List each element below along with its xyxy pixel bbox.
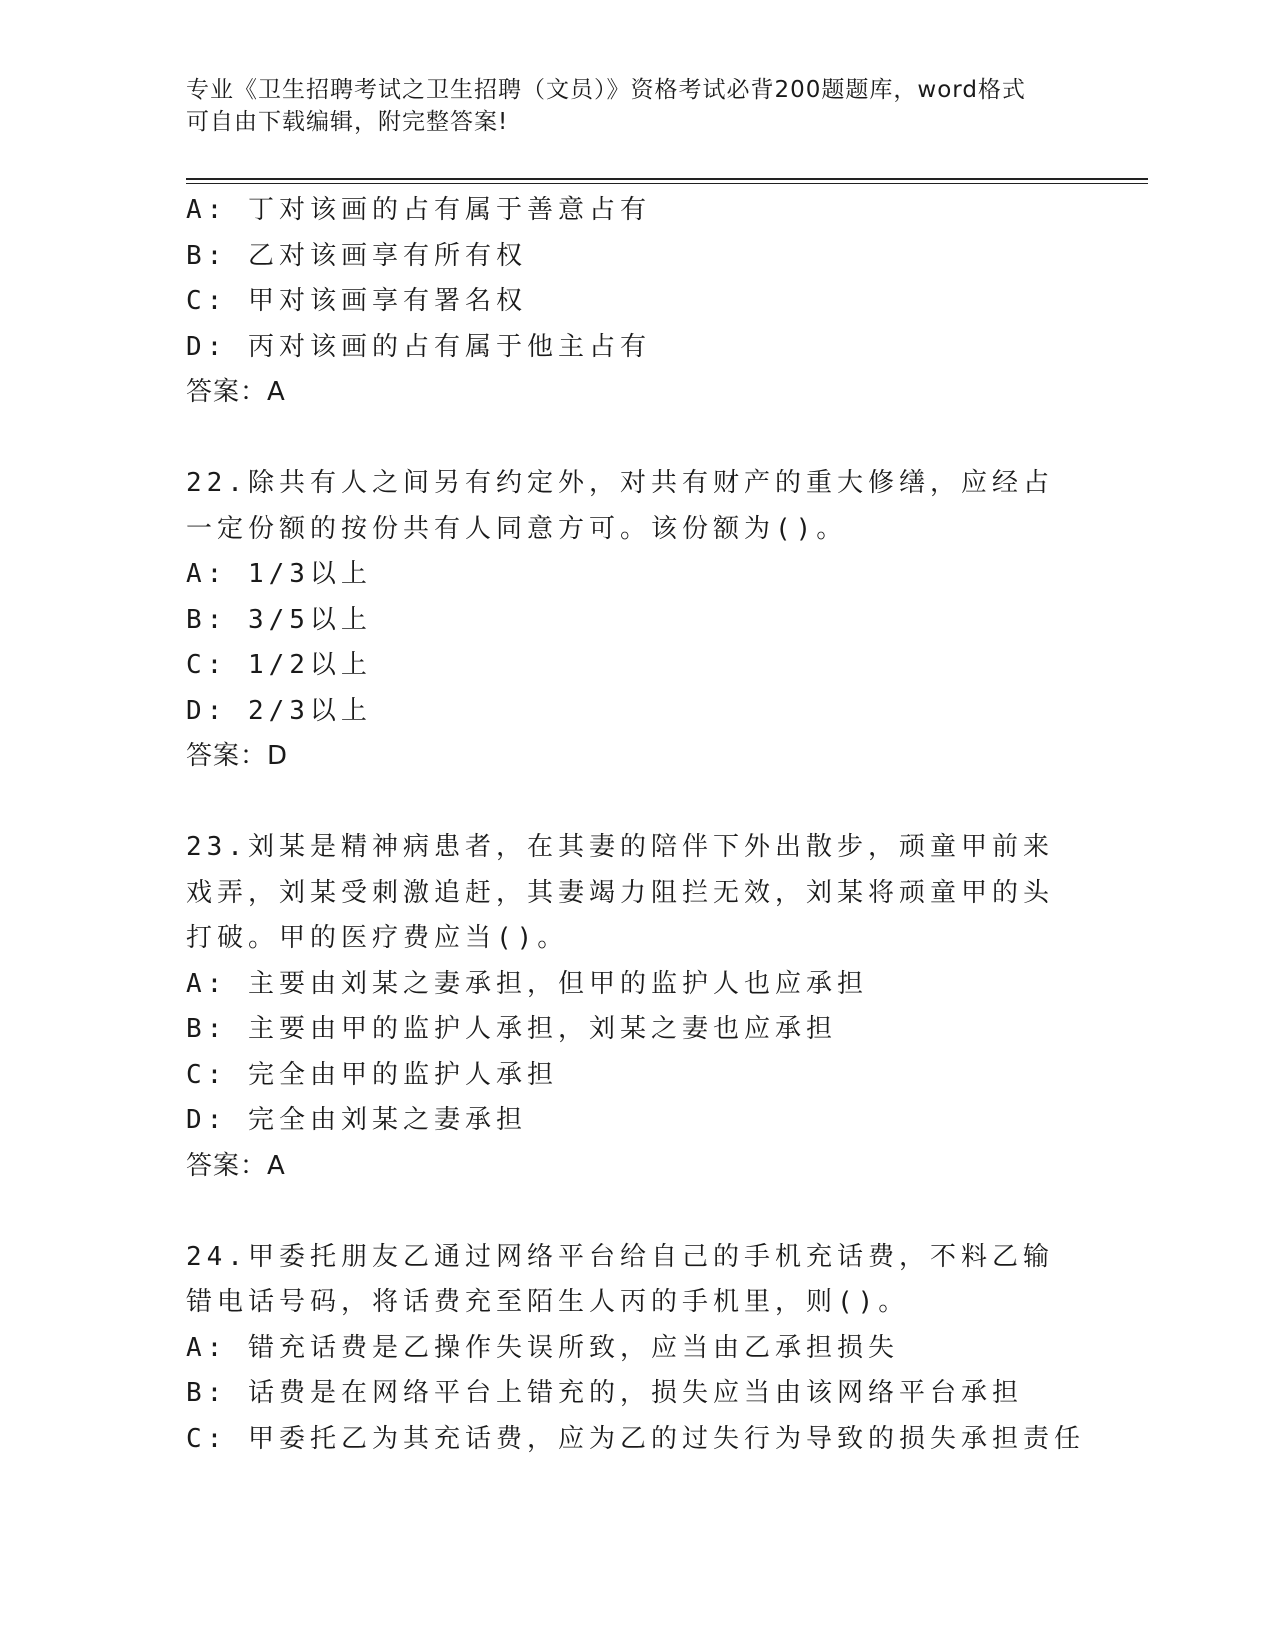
question-24 <box>186 1235 1086 1463</box>
question-text: 22.除共有人之间另有约定外，对共有财产的重大修缮，应经占一定份额的按份共有人同意方可。该份额为()。 <box>186 468 1054 544</box>
question-text: 24.甲委托朋友乙通过网络平台给自己的手机充话费，不料乙输错电话号码，将话费充至陌生人丙的手机里，则()。 <box>186 1241 1054 1317</box>
option-b: B: 3/5以上 <box>186 604 372 635</box>
header-rule-thin <box>186 183 1148 184</box>
document-header <box>186 74 1066 138</box>
header-rule-thick <box>186 178 1148 180</box>
option-a: A: 1/3以上 <box>186 559 372 589</box>
option-c: C: 1/2以上 <box>186 650 372 680</box>
answer: 答案：A <box>186 377 286 407</box>
option-b: B: 话费是在网络平台上错充的，损失应当由该网络平台承担 <box>186 1378 1023 1408</box>
option-a: A: 主要由刘某之妻承担，但甲的监护人也应承担 <box>186 968 868 999</box>
option-d: D: 完全由刘某之妻承担 <box>186 1105 527 1135</box>
answer: 答案：D <box>186 741 289 771</box>
option-b: B: 乙对该画享有所有权 <box>186 240 527 271</box>
option-b: B: 主要由甲的监护人承担，刘某之妻也应承担 <box>186 1014 837 1044</box>
question-text: 23.刘某是精神病患者，在其妻的陪伴下外出散步，顽童甲前来戏弄，刘某受刺激追赶，其妻竭力阻拦无效，刘某将顽童甲的头打破。甲的医疗费应当()。 <box>186 832 1055 953</box>
header-line-1: 专业《卫生招聘考试之卫生招聘（文员）》资格考试必背200题题库，word格式 <box>186 77 1026 103</box>
option-d: D: 丙对该画的占有属于他主占有 <box>186 331 651 362</box>
question-22 <box>186 461 1086 780</box>
header-line-2: 可自由下载编辑，附完整答案! <box>186 109 509 135</box>
option-c: C: 甲对该画享有署名权 <box>186 286 527 316</box>
option-a: A: 丁对该画的占有属于善意占有 <box>186 195 651 225</box>
option-c: C: 甲委托乙为其充话费，应为乙的过失行为导致的损失承担责任 <box>186 1423 1085 1454</box>
question-content <box>186 188 1086 1462</box>
option-a: A: 错充话费是乙操作失误所致，应当由乙承担损失 <box>186 1332 899 1363</box>
question-23 <box>186 825 1086 1189</box>
option-c: C: 完全由甲的监护人承担 <box>186 1059 558 1090</box>
option-d: D: 2/3以上 <box>186 695 372 726</box>
answer: 答案：A <box>186 1150 286 1181</box>
question-21-continued <box>186 188 1086 416</box>
